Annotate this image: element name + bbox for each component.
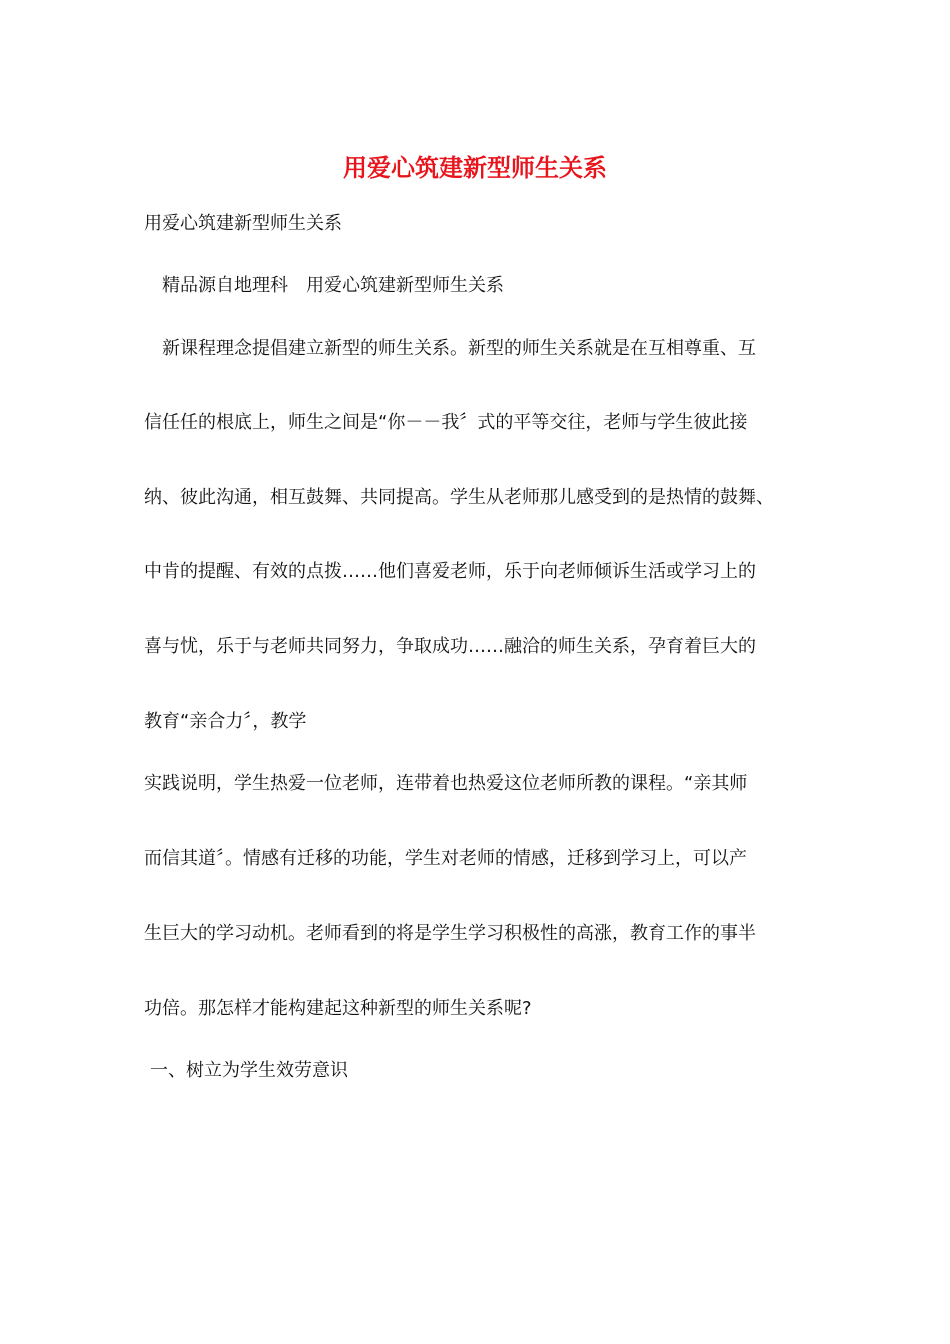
body-text-line: 纳、彼此沟通，相互鼓舞、共同提高。学生从老师那儿感受到的是热情的鼓舞、 xyxy=(144,487,774,508)
body-text-line: 功倍。那怎样才能构建起这种新型的师生关系呢? xyxy=(144,998,532,1019)
body-text-line: 生巨大的学习动机。老师看到的将是学生学习积极性的高涨，教育工作的事半 xyxy=(144,923,756,944)
body-text-line: 喜与忧，乐于与老师共同努力，争取成功……融洽的师生关系，孕育着巨大的 xyxy=(144,636,756,657)
body-text-line: 信任任的根底上，师生之间是“你－－我〞式的平等交往，老师与学生彼此接 xyxy=(144,412,748,433)
source-line: 精品源自地理科 用爱心筑建新型师生关系 xyxy=(162,275,504,296)
body-text-line: 实践说明，学生热爱一位老师，连带着也热爱这位老师所教的课程。“亲其师 xyxy=(144,773,748,794)
subtitle-line: 用爱心筑建新型师生关系 xyxy=(144,213,342,234)
body-text-line: 中肯的提醒、有效的点拨……他们喜爱老师，乐于向老师倾诉生活或学习上的 xyxy=(144,561,756,582)
body-text-line: 新课程理念提倡建立新型的师生关系。新型的师生关系就是在互相尊重、互 xyxy=(162,338,756,359)
document-title: 用爱心筑建新型师生关系 xyxy=(343,153,607,182)
body-text-line: 而信其道〞。情感有迁移的功能，学生对老师的情感，迁移到学习上，可以产 xyxy=(144,848,747,869)
section-heading: 一、树立为学生效劳意识 xyxy=(150,1060,348,1081)
body-text-line: 教育“亲合力〞，教学 xyxy=(144,711,307,732)
